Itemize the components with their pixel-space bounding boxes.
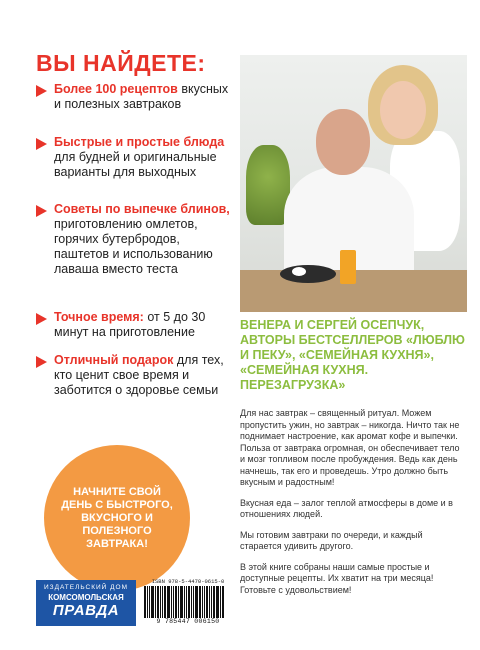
feature-highlight: Быстрые и простые блюда (54, 135, 225, 149)
feature-description: для тех, кто ценит свое время и заботится о здоровье семьи (54, 353, 224, 397)
barcode-bar (149, 586, 150, 618)
barcode-bar (157, 586, 159, 618)
feature-text (54, 310, 236, 340)
barcode-bar (213, 586, 215, 618)
publisher-line-2: КОМСОМОЛЬСКАЯ (48, 593, 124, 602)
egg-shape (292, 267, 306, 276)
barcode-bar (180, 586, 183, 618)
feature-text (54, 82, 236, 112)
barcode-bar (209, 586, 210, 618)
triangle-bullet-icon (36, 313, 47, 325)
triangle-bullet-icon (36, 205, 47, 217)
barcode-bar (199, 586, 201, 618)
barcode-bar (195, 586, 198, 618)
juice-glass-shape (340, 250, 356, 284)
feature-description: для будней и оригинальные варианты для выходных (54, 150, 217, 179)
feature-highlight: Отличный подарок (54, 353, 174, 367)
barcode-bar (220, 586, 221, 618)
publisher-logo (36, 580, 136, 626)
barcode-bar (186, 586, 187, 618)
description-paragraph: Вкусная еда – залог теплой атмосферы в доме и в отношениях людей. (240, 497, 453, 519)
authors-photo (240, 55, 467, 312)
feature-text (54, 135, 236, 180)
barcode-bar (155, 586, 156, 618)
feature-item (36, 202, 236, 277)
barcode (144, 578, 232, 628)
barcode-bar (171, 586, 172, 618)
barcode-number: 9 785447 006150 (156, 618, 220, 625)
barcode-bar (222, 586, 224, 618)
feature-description: вкусных и полезных завтраков (54, 82, 229, 111)
barcode-bar (151, 586, 154, 618)
barcode-bar (202, 586, 203, 618)
barcode-bar (204, 586, 205, 618)
frying-pan-shape (280, 265, 336, 283)
description-paragraph: В этой книге собраны наши самые простые и доступные рецепты. Их хватит на три месяца! Готовьте с удовольствием! (240, 561, 434, 595)
barcode-bar (162, 586, 163, 618)
feature-text (54, 353, 236, 398)
barcode-bar (160, 586, 161, 618)
woman-face-shape (380, 81, 426, 139)
feature-item (36, 353, 236, 398)
feature-highlight: Более 100 рецептов (54, 82, 178, 96)
book-back-cover (14, 30, 470, 625)
barcode-bar (188, 586, 190, 618)
triangle-bullet-icon (36, 85, 47, 97)
barcode-bar (167, 586, 170, 618)
feature-description: приготовлению омлетов, горячих бутербродов, паштетов и использованию лаваша вместо теста (54, 217, 213, 276)
barcode-bar (206, 586, 208, 618)
barcode-bar (144, 586, 146, 618)
feature-item (36, 82, 236, 112)
feature-item (36, 310, 236, 340)
isbn-text: ISBN 978-5-4470-0615-0 (151, 578, 225, 585)
publisher-line-3: ПРАВДА (52, 602, 120, 619)
promo-badge-text: НАЧНИТЕ СВОЙ ДЕНЬ С БЫСТРОГО, ВКУСНОГО И ПОЛЕЗНОГО ЗАВТРАКА! (61, 485, 173, 550)
barcode-bar (173, 586, 174, 618)
barcode-bar (178, 586, 179, 618)
feature-highlight: Точное время: (54, 310, 144, 324)
promo-badge (44, 445, 190, 591)
barcode-bar (216, 586, 219, 618)
feature-description: от 5 до 30 минут на приготовление (54, 310, 206, 339)
triangle-bullet-icon (36, 138, 47, 150)
barcode-bar (184, 586, 185, 618)
barcode-bar (191, 586, 192, 618)
barcode-bar (193, 586, 194, 618)
authors-caption: ВЕНЕРА И СЕРГЕЙ ОСЕПЧУК, АВТОРЫ БЕСТСЕЛЛЕРОВ «ЛЮБЛЮ И ПЕКУ», «СЕМЕЙНАЯ КУХНЯ», «СЕМЕЙНАЯ КУХНЯ. ПЕРЕЗАГРУЗКА» (240, 318, 465, 392)
man-face-shape (316, 109, 370, 175)
barcode-bar (147, 586, 148, 618)
triangle-bullet-icon (36, 356, 47, 368)
book-description (240, 408, 462, 605)
barcode-bars (144, 586, 232, 618)
description-paragraph: Мы готовим завтраки по очереди, и каждый старается удивить другого. (240, 529, 423, 551)
barcode-bar (211, 586, 212, 618)
feature-item (36, 135, 236, 180)
publisher-line-1: ИЗДАТЕЛЬСКИЙ ДОМ (43, 584, 129, 591)
feature-text (54, 202, 236, 277)
description-paragraph: Для нас завтрак – священный ритуал. Можем пропустить ужин, но завтрак – никогда. Ничто так не поднимает настроение, как аромат кофе и выпечки. Польза от завтрака огромная, он обеспечивает тело и мозг топливом после пробуждения. Ведь как день начнешь, так его и проведешь. Утро должно быть вкусным и радостным! (240, 408, 460, 487)
feature-highlight: Советы по выпечке блинов, (54, 202, 230, 216)
barcode-bar (164, 586, 166, 618)
section-heading: ВЫ НАЙДЕТЕ: (36, 50, 206, 76)
barcode-bar (175, 586, 177, 618)
